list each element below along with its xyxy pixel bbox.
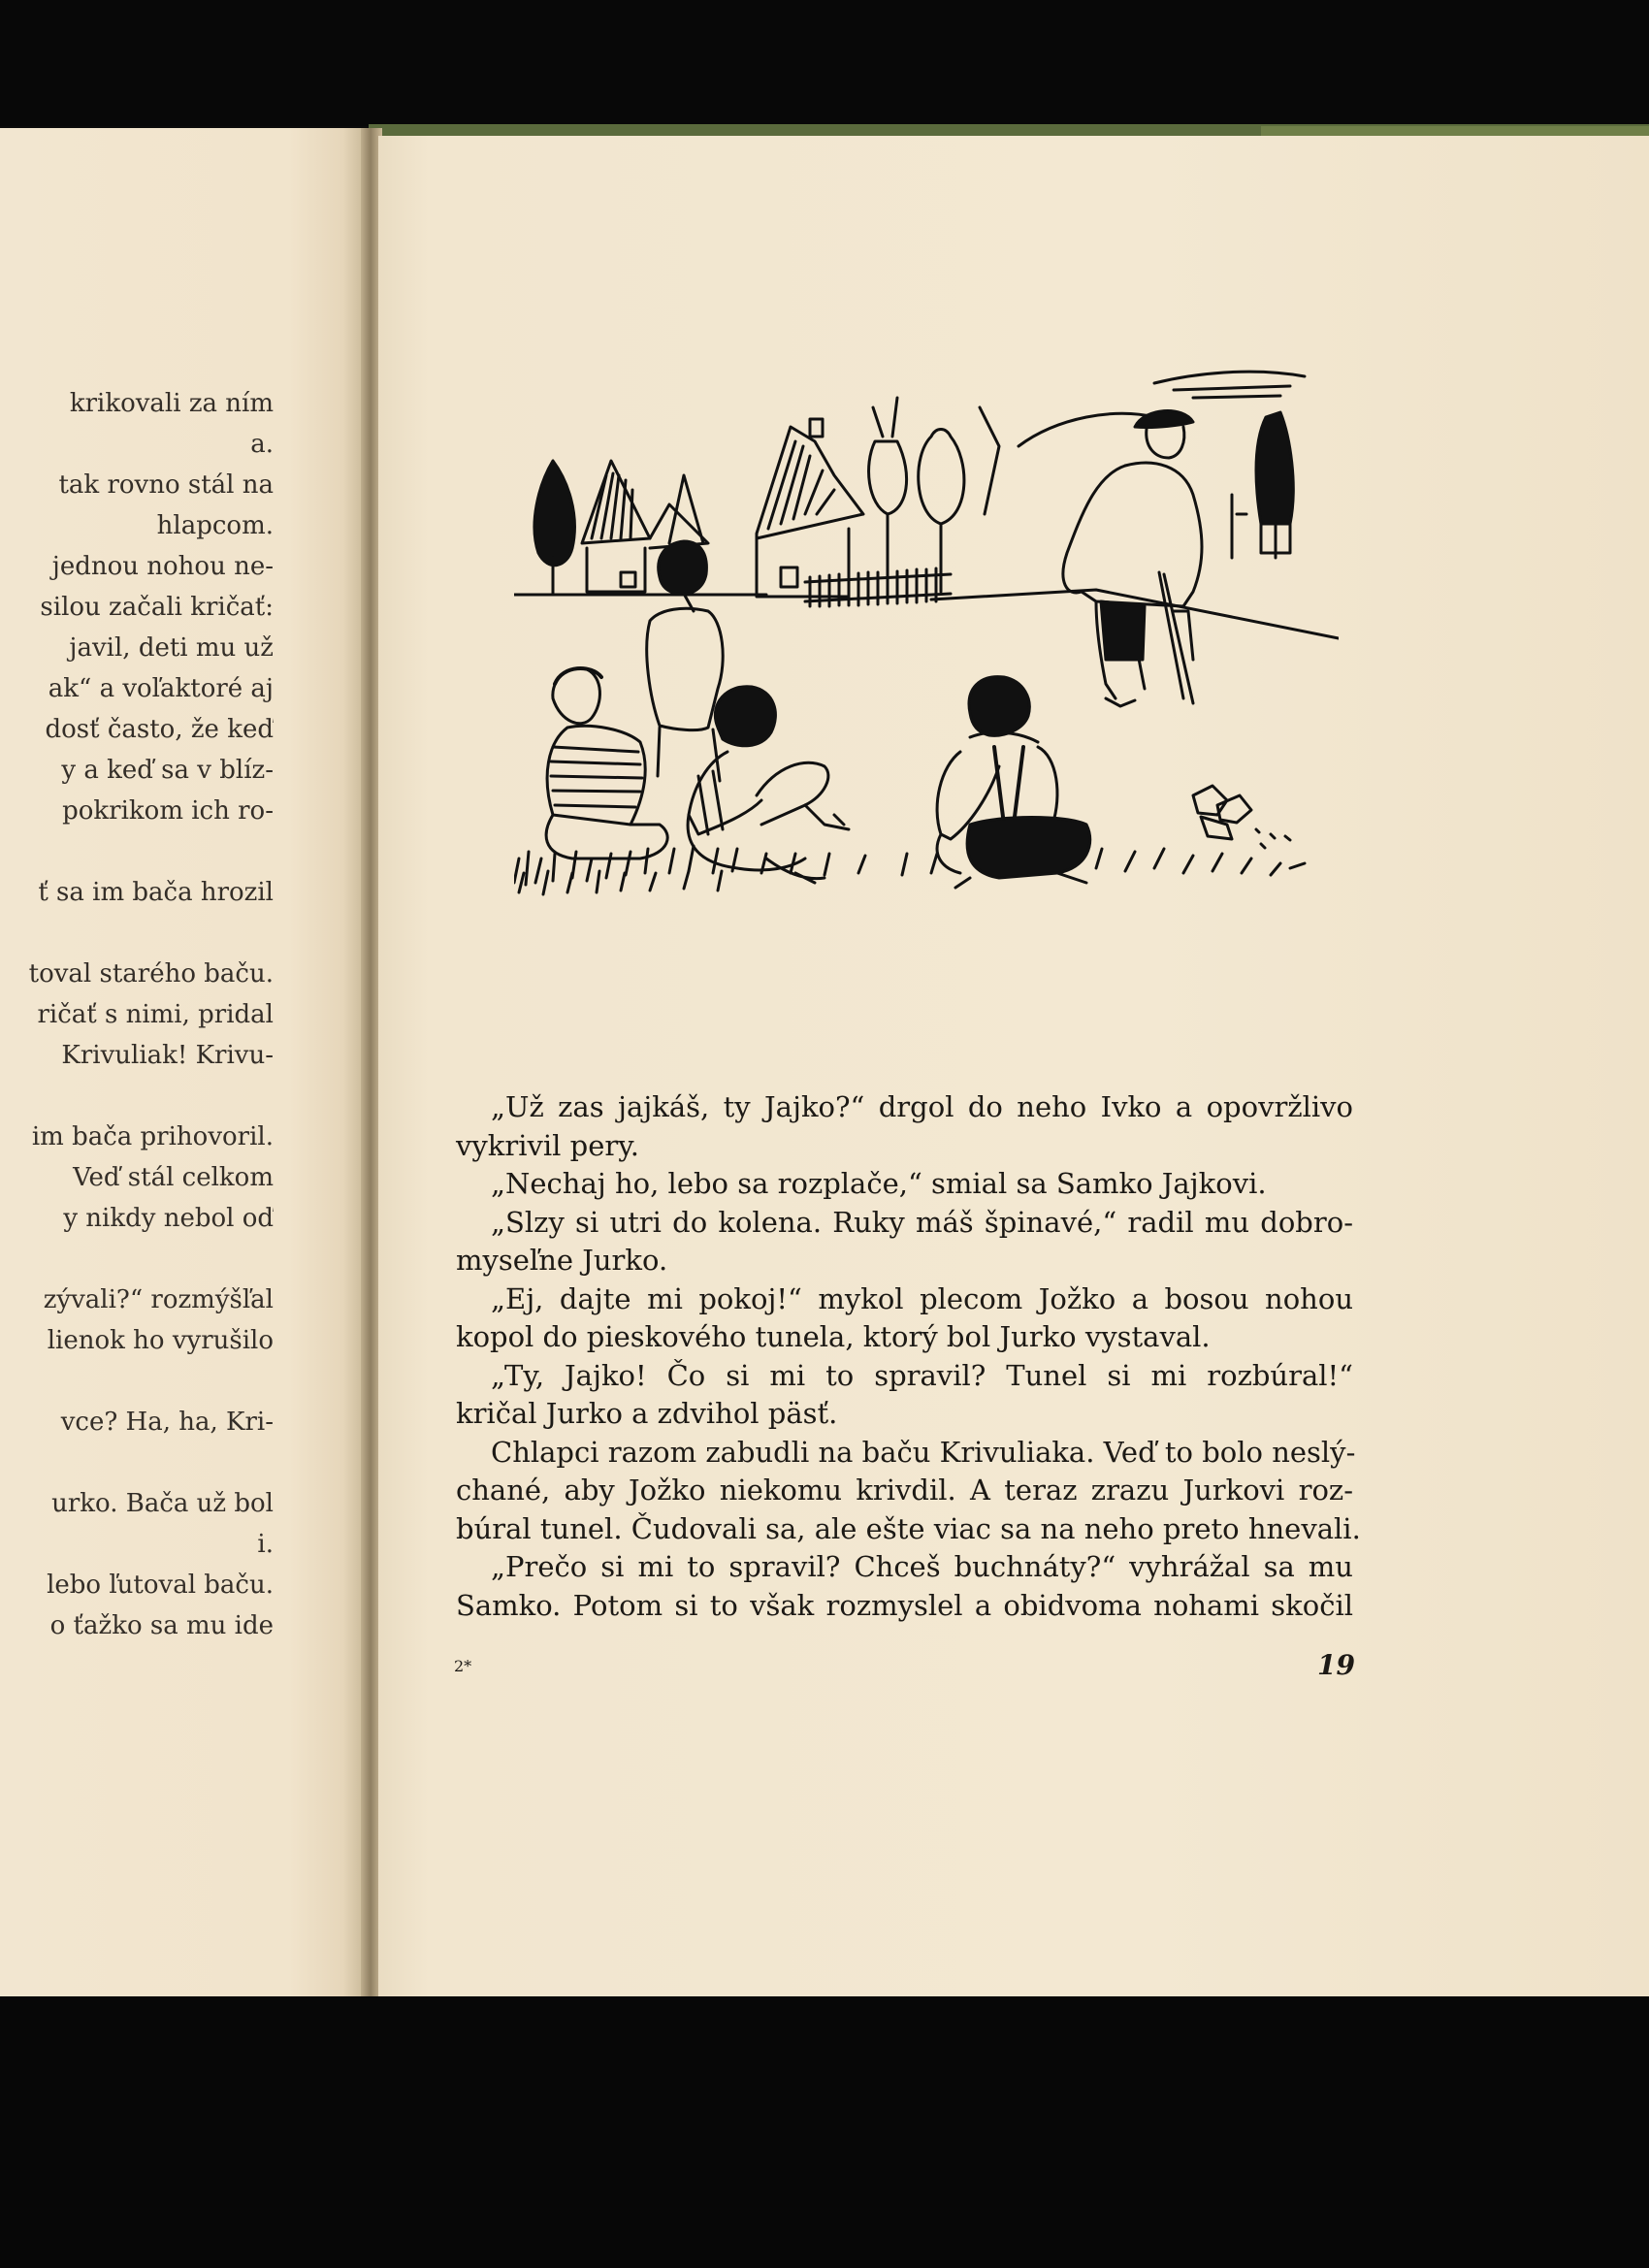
left-page-line: [0, 954, 274, 994]
left-page-line-text: Veď stál celkom: [73, 1163, 274, 1192]
left-page-line-text: urko. Bača už bol: [51, 1489, 274, 1518]
left-page-line: [0, 1157, 274, 1198]
left-page-line: [0, 1605, 274, 1646]
left-page-line: [0, 505, 274, 546]
left-page-line: [0, 1565, 274, 1605]
paragraph-line: myseľne Jurko.: [456, 1244, 668, 1277]
paragraph-line: „Ty, Jajko! Čo si mi to spravil? Tunel si mi rozbúral!“: [491, 1358, 1353, 1392]
left-page-line: [0, 1402, 274, 1442]
left-page-line: [0, 872, 274, 913]
left-page-line: [0, 709, 274, 750]
left-page-line: [0, 1320, 274, 1361]
left-page-line-text: silou začali kričať:: [40, 593, 274, 622]
left-page-line: [0, 587, 274, 628]
left-page-line-text: Krivuliak! Krivu-: [61, 1041, 274, 1070]
left-page-line-text: ť sa im bača hrozil: [38, 878, 274, 907]
left-page-line-text: hlapcom.: [156, 511, 274, 540]
left-page-line-text: ričať s nimi, pridal: [37, 1000, 274, 1029]
left-page-line: [0, 994, 274, 1035]
right-page-text: [456, 1088, 1361, 1625]
printer-signature-mark: 2*: [454, 1657, 472, 1675]
paragraph-line: búral tunel. Čudovali sa, ale ešte viac sa na neho preto hnevali.: [456, 1511, 1361, 1545]
left-page-line: [0, 913, 274, 954]
left-page-line: [0, 1483, 274, 1524]
left-page-line-text: tak rovno stál na: [58, 470, 274, 500]
left-page-line: [0, 791, 274, 831]
left-page-line-text: o ťažko sa mu ide: [49, 1611, 274, 1640]
left-page-line: [0, 1076, 274, 1117]
left-page-line: [0, 424, 274, 465]
left-page-line: [0, 1035, 274, 1076]
left-page-line: [0, 1361, 274, 1402]
paragraph-line: Chlapci razom zabudli na baču Krivuliaka. Veď to bolo neslý-: [491, 1435, 1356, 1469]
paragraph-line: „Slzy si utri do kolena. Ruky máš špinavé,“ radil mu dobro-: [491, 1205, 1353, 1239]
scan-background-top: [0, 0, 1649, 126]
left-page-line: [0, 831, 274, 872]
paragraph-line: vykrivil pery.: [456, 1128, 639, 1162]
left-page-line-text: y nikdy nebol oď: [63, 1204, 274, 1233]
page-number: 19: [1317, 1649, 1355, 1681]
left-page-line-text: ak“ a voľaktoré aj: [48, 674, 274, 703]
paragraph-line: chané, aby Jožko niekomu krivdil. A teraz zrazu Jurkovi roz-: [456, 1474, 1353, 1507]
paragraph-line: kopol do pieskového tunela, ktorý bol Jurko vystaval.: [456, 1320, 1211, 1353]
left-page-line: [0, 750, 274, 791]
left-page-line: [0, 1198, 274, 1239]
left-page-line-text: vce? Ha, ha, Kri-: [60, 1408, 274, 1437]
left-page-line-text: im bača prihovoril.: [31, 1122, 274, 1151]
paragraph-line: „Prečo si mi to spravil? Chceš buchnáty?“ vyhrážal sa mu: [491, 1550, 1353, 1583]
left-page-line: [0, 668, 274, 709]
paragraph-line: „Nechaj ho, lebo sa rozplače,“ smial sa Samko Jajkovi.: [491, 1167, 1267, 1200]
left-page-line-text: toval starého baču.: [28, 959, 274, 988]
left-page-line-text: y a keď sa v blíz-: [61, 756, 274, 785]
paragraph-line: „Ej, dajte mi pokoj!“ mykol plecom Jožko a bosou nohou: [491, 1281, 1353, 1315]
left-page-line-text: i.: [257, 1530, 274, 1559]
left-page-line: [0, 546, 274, 587]
scan-background-bottom: [0, 1996, 1649, 2268]
left-page-line-text: lebo ľutoval baču.: [47, 1571, 274, 1600]
paragraph-line: „Už zas jajkáš, ty Jajko?“ drgol do neho Ivko a opovržlivo: [491, 1090, 1353, 1123]
left-page-line-text: a.: [250, 430, 274, 459]
left-page-line: [0, 628, 274, 668]
left-page-line-text: zývali?“ rozmýšľal: [43, 1285, 274, 1314]
left-page-line-text: pokrikom ich ro-: [62, 796, 274, 826]
left-page-line: [0, 1117, 274, 1157]
illustration-boys-and-shepherd: [514, 369, 1339, 1028]
left-page-line: [0, 1280, 274, 1320]
left-page-line-text: dosť často, že keď: [45, 715, 274, 744]
left-page-line-text: lienok ho vyrušilo: [47, 1326, 274, 1355]
left-page-text: [0, 383, 274, 1646]
left-page-line-text: krikovali za ním: [69, 389, 274, 418]
paragraph-line: Samko. Potom si to však rozmyslel a obidvoma nohami skočil: [456, 1588, 1353, 1622]
left-page-line: [0, 465, 274, 505]
left-page-line: [0, 1442, 274, 1483]
left-page-line: [0, 383, 274, 424]
left-page-line-text: javil, deti mu už: [69, 633, 274, 663]
paragraph-line: kričal Jurko a zdvihol päsť.: [456, 1397, 838, 1430]
left-page-line: [0, 1524, 274, 1565]
left-page-line-text: jednou nohou ne-: [51, 552, 274, 581]
left-page-line: [0, 1239, 274, 1280]
